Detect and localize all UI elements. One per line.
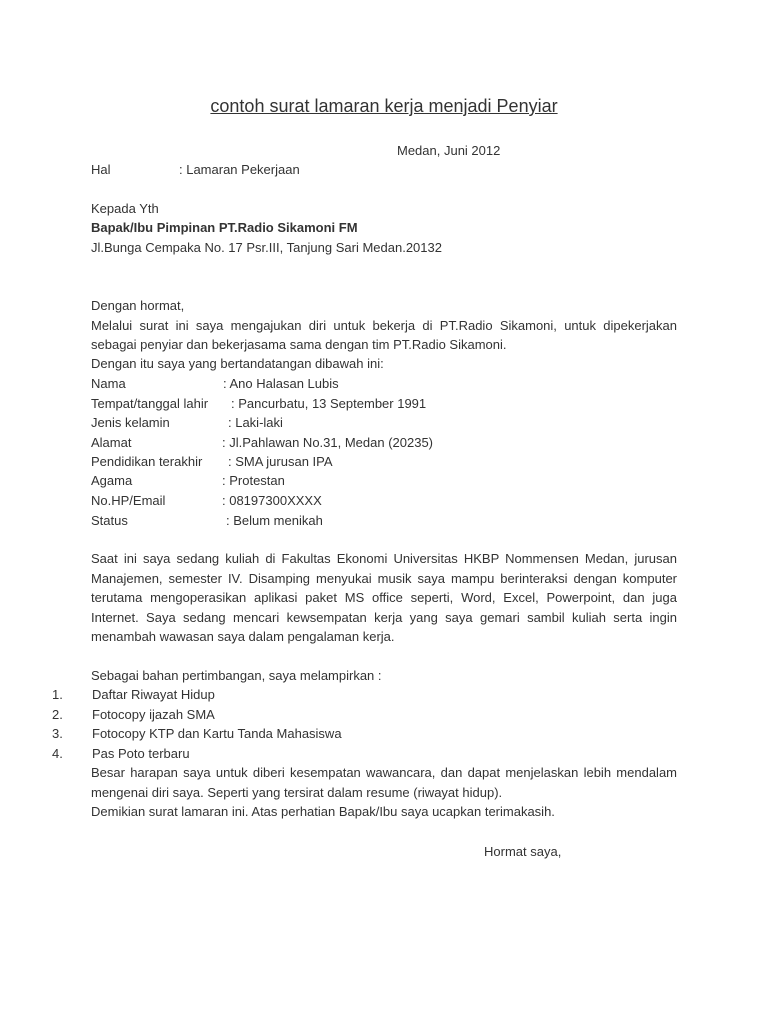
- letter-date: Medan, Juni 2012: [397, 143, 501, 158]
- identity-intro: Dengan itu saya yang bertandatangan dibawah ini:: [91, 356, 384, 371]
- attachment-number: 1.: [52, 687, 63, 702]
- attachment-number: 4.: [52, 746, 63, 761]
- identity-label: Nama: [91, 376, 126, 391]
- body-line: menambah wawasan saya dalam pengalaman kerja.: [91, 629, 395, 644]
- body-line: terutama mengoperasikan aplikasi paket MS office seperti, Word, Excel, Powerpoint, dan juga: [91, 590, 677, 605]
- attachment-item: Fotocopy KTP dan Kartu Tanda Mahasiswa: [92, 726, 342, 741]
- identity-value: : Jl.Pahlawan No.31, Medan (20235): [222, 435, 434, 450]
- subject-value: : Lamaran Pekerjaan: [179, 162, 300, 177]
- closing-line: mengenai diri saya. Seperti yang tersirat dalam resume (riwayat hidup).: [91, 785, 503, 800]
- identity-label: Status: [91, 513, 128, 528]
- identity-value: : SMA jurusan IPA: [228, 454, 333, 469]
- closing-line: Besar harapan saya untuk diberi kesempatan wawancara, dan dapat menjelaskan lebih mendalam: [91, 765, 677, 780]
- attachments-intro: Sebagai bahan pertimbangan, saya melampirkan :: [91, 668, 382, 683]
- identity-value: : Laki-laki: [228, 415, 283, 430]
- identity-value: : Ano Halasan Lubis: [223, 376, 339, 391]
- identity-value: : Protestan: [222, 473, 285, 488]
- opening: Dengan hormat,: [91, 298, 185, 313]
- attachment-item: Pas Poto terbaru: [92, 746, 190, 761]
- intro-line: Melalui surat ini saya mengajukan diri untuk bekerja di PT.Radio Sikamoni, untuk dipekerjakan: [91, 318, 677, 333]
- document-title: contoh surat lamaran kerja menjadi Penyiar: [210, 96, 558, 116]
- recipient-address: Jl.Bunga Cempaka No. 17 Psr.III, Tanjung Sari Medan.20132: [91, 240, 442, 255]
- attachment-number: 2.: [52, 707, 63, 722]
- attachment-item: Fotocopy ijazah SMA: [92, 707, 215, 722]
- recipient-name: Bapak/Ibu Pimpinan PT.Radio Sikamoni FM: [91, 220, 358, 235]
- identity-label: Agama: [91, 473, 133, 488]
- subject-label: Hal: [91, 162, 111, 177]
- body-line: Saat ini saya sedang kuliah di Fakultas Ekonomi Universitas HKBP Nommensen Medan, jurusan: [91, 551, 677, 566]
- identity-value: : Pancurbatu, 13 September 1991: [231, 396, 427, 411]
- closing-line: Demikian surat lamaran ini. Atas perhatian Bapak/Ibu saya ucapkan terimakasih.: [91, 804, 555, 819]
- attachment-item: Daftar Riwayat Hidup: [92, 687, 215, 702]
- identity-label: Pendidikan terakhir: [91, 454, 203, 469]
- identity-label: No.HP/Email: [91, 493, 166, 508]
- body-line: Manajemen, semester IV. Disamping menyukai musik saya mampu berinteraksi dengan komputer: [91, 571, 677, 586]
- identity-value: : 08197300XXXX: [222, 493, 322, 508]
- identity-label: Alamat: [91, 435, 132, 450]
- signoff: Hormat saya,: [484, 844, 562, 859]
- recipient-greeting: Kepada Yth: [91, 201, 159, 216]
- identity-label: Tempat/tanggal lahir: [91, 396, 209, 411]
- identity-label: Jenis kelamin: [91, 415, 170, 430]
- attachment-number: 3.: [52, 726, 63, 741]
- identity-value: : Belum menikah: [226, 513, 323, 528]
- body-line: Internet. Saya sedang mencari kewsempatan kerja yang saya gemari sambil kuliah serta ingin: [91, 610, 677, 625]
- intro-line: sebagai penyiar dan bekerjasama sama dengan tim PT.Radio Sikamoni.: [91, 337, 507, 352]
